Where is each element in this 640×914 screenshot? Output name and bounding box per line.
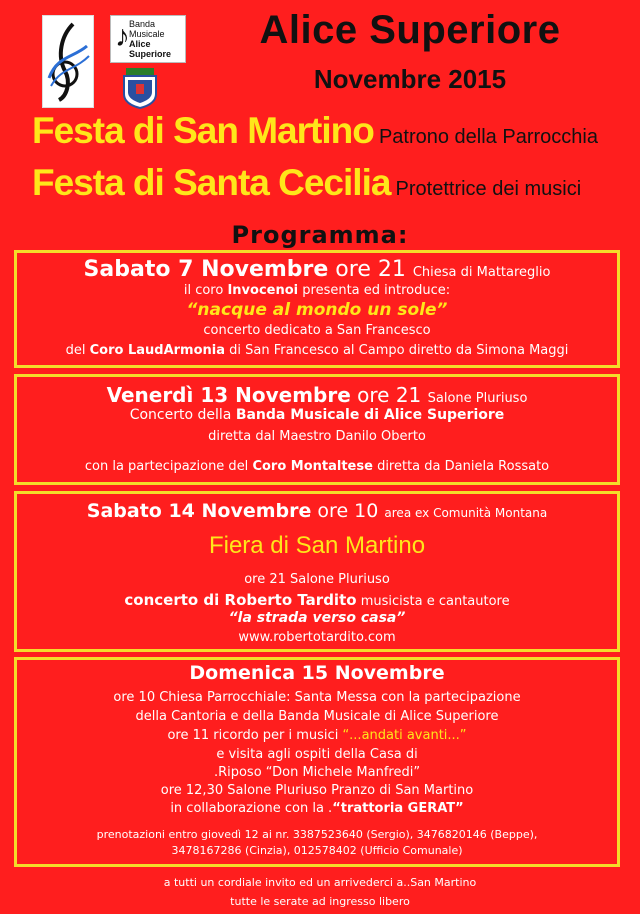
festa-santa-cecilia-sub: Protettrice dei musici: [395, 178, 582, 200]
choir-name: Invocenoi: [227, 283, 299, 298]
restaurant-name: “trattoria GERAT”: [332, 801, 464, 816]
event-box-4: [14, 657, 620, 867]
festa-santa-cecilia: Festa di Santa Cecilia: [32, 162, 391, 203]
event4-line2: ore 10 Chiesa Parrocchiale: Santa Messa con la partecipazione: [113, 690, 521, 705]
band-logo-word: Alice: [129, 39, 151, 49]
band-logo-word: Banda: [129, 19, 156, 29]
event3-line3: ore 21 Salone Pluriuso: [244, 572, 390, 587]
text: ore 11 ricordo per i musici: [167, 728, 343, 743]
event-box-3: [14, 491, 620, 652]
event3-fiera: Fiera di San Martino: [208, 532, 426, 559]
event2-line3: diretta dal Maestro Danilo Oberto: [208, 429, 426, 444]
text: presenta ed introduce:: [298, 283, 451, 298]
text: Concerto della: [129, 407, 236, 423]
band-logo-word: Superiore: [129, 49, 172, 59]
event4-line5: e visita agli ospiti della Casa di: [216, 747, 418, 762]
band-logo-word: Musicale: [129, 29, 165, 39]
event4-booking-1: prenotazioni entro giovedì 12 ai nr. 3387523640 (Sergio), 3476820146 (Beppe),: [96, 828, 538, 841]
treble-clef-icon: [43, 16, 93, 107]
festa-santa-cecilia-line: [32, 162, 581, 204]
event3-album: “la strada verso casa”: [228, 610, 406, 626]
text: con la partecipazione del: [84, 459, 253, 474]
footer-free-entry: tutte le serate ad ingresso libero: [230, 895, 410, 908]
footer-invite: a tutti un cordiale invito ed un arrivederci a..San Martino: [163, 876, 477, 889]
event-box-2: [14, 374, 620, 485]
event1-title: “nacque al mondo un sole”: [186, 300, 448, 320]
event1-date: Sabato 7 Novembre: [83, 257, 329, 282]
event3-website: www.robertotardito.com: [238, 630, 396, 645]
coat-of-arms-icon: [118, 66, 162, 110]
event4-line4: [17, 728, 617, 743]
artist-name: Roberto Tardito: [224, 591, 357, 609]
tribute-title: “...andati avanti...”: [342, 728, 467, 743]
text: diretta da Daniela Rossato: [372, 459, 550, 474]
event4-line7: ore 12,30 Salone Pluriuso Pranzo di San Martino: [160, 783, 474, 798]
band-name: Banda Musicale di Alice Superiore: [235, 407, 505, 423]
event3-heading: [17, 500, 617, 522]
event4-heading: Domenica 15 Novembre: [189, 662, 445, 684]
text: il coro: [183, 283, 228, 298]
festa-san-martino: Festa di San Martino: [32, 110, 374, 151]
band-logo-text: [115, 18, 181, 59]
event1-time: ore 21: [328, 257, 413, 282]
text: di San Francesco al Campo diretto da Simona Maggi: [225, 343, 569, 358]
text: concerto di: [124, 591, 225, 609]
text: musicista e cantautore: [356, 594, 510, 609]
event1-heading: [17, 257, 617, 282]
event1-line5: [17, 343, 617, 358]
band-logo: [110, 15, 186, 63]
page-subtitle: Novembre 2015: [313, 64, 507, 94]
event3-line4: [17, 590, 617, 609]
event1-line2: [17, 283, 617, 298]
festa-san-martino-line: [32, 110, 598, 152]
choir-name: Coro Montaltese: [252, 459, 373, 474]
event2-heading: [17, 383, 617, 407]
event2-line2: [17, 407, 617, 423]
choir-name: Coro LaudArmonia: [89, 343, 225, 358]
page-title: Alice Superiore: [259, 8, 561, 52]
event3-date: Sabato 14 Novembre: [86, 500, 312, 522]
festa-san-martino-sub: Patrono della Parrocchia: [378, 126, 598, 148]
event3-place: area ex Comunità Montana: [384, 506, 548, 520]
text: in collaborazione con la .: [170, 801, 333, 816]
event4-line8: [17, 801, 617, 816]
event4-booking-2: 3478167286 (Cinzia), 012578402 (Ufficio Comunale): [171, 844, 463, 857]
text: del: [65, 343, 90, 358]
clef-icon: ♪: [115, 20, 130, 53]
event2-line4: [17, 459, 617, 474]
event2-time: ore 21: [350, 383, 428, 407]
event3-time: ore 10: [311, 500, 385, 522]
event4-line3: della Cantoria e della Banda Musicale di Alice Superiore: [135, 709, 499, 724]
event1-line4: concerto dedicato a San Francesco: [203, 323, 431, 338]
event-box-1: [14, 250, 620, 368]
event2-date: Venerdì 13 Novembre: [106, 383, 351, 407]
programma-heading: Programma:: [231, 221, 409, 249]
music-logo: [42, 15, 94, 108]
event1-place: Chiesa di Mattareglio: [412, 265, 551, 280]
event2-place: Salone Pluriuso: [427, 391, 528, 406]
event4-line6: .Riposo “Don Michele Manfredi”: [213, 765, 421, 780]
